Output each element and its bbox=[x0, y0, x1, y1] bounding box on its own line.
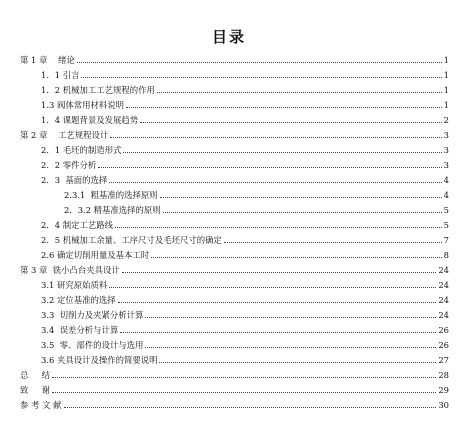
toc-entry-page-number: 3 bbox=[443, 160, 449, 170]
page-title: 目录 bbox=[211, 28, 246, 46]
toc-entry[interactable] bbox=[41, 143, 449, 155]
dot-leader bbox=[109, 287, 436, 288]
dot-leader bbox=[224, 242, 442, 243]
toc-entry-label: 参 考 文 献 bbox=[20, 400, 62, 410]
toc-entry[interactable] bbox=[64, 188, 449, 200]
toc-entry-label: 致 谢 bbox=[20, 385, 51, 395]
dot-leader bbox=[140, 122, 442, 123]
toc-entry-page-number: 24 bbox=[438, 265, 449, 275]
toc-entry[interactable] bbox=[20, 53, 449, 65]
toc-entry-label: 3.2 定位基准的选择 bbox=[41, 295, 116, 305]
toc-entry-page-number: 2 bbox=[443, 115, 449, 125]
toc-entry-label: 2．2 零件分析 bbox=[41, 160, 97, 170]
toc-entry-page-number: 28 bbox=[438, 370, 449, 380]
dot-leader bbox=[157, 92, 442, 93]
toc-entry[interactable] bbox=[41, 323, 449, 335]
dot-leader bbox=[160, 197, 442, 198]
dot-leader bbox=[110, 137, 441, 138]
toc-entry[interactable] bbox=[41, 173, 449, 185]
toc-entry[interactable] bbox=[41, 83, 449, 95]
toc-entry-page-number: 29 bbox=[438, 385, 449, 395]
toc-entry-label: 3.6 夹具设计及操作的简要说明 bbox=[41, 355, 158, 365]
dot-leader bbox=[118, 302, 437, 303]
toc-entry-page-number: 5 bbox=[443, 220, 449, 230]
toc-entry-label: 第 3 章 铣小凸台夹具设计 bbox=[20, 265, 120, 275]
toc-entry-page-number: 1 bbox=[443, 70, 449, 80]
toc-entry-label: 1．4 课题背景及发展趋势 bbox=[41, 115, 139, 125]
toc-entry-page-number: 30 bbox=[438, 400, 449, 410]
toc-entry[interactable] bbox=[20, 128, 449, 140]
toc-entry[interactable] bbox=[41, 233, 449, 245]
toc-entry-page-number: 24 bbox=[438, 295, 449, 305]
dot-leader bbox=[120, 332, 436, 333]
toc-entry-page-number: 1 bbox=[443, 85, 449, 95]
dot-leader bbox=[126, 107, 442, 108]
toc-entry-label: 2．1 毛坯的制造形式 bbox=[41, 145, 122, 155]
toc-entry-page-number: 4 bbox=[443, 190, 449, 200]
dot-leader bbox=[81, 77, 441, 78]
dot-leader bbox=[52, 377, 436, 378]
toc-entry-page-number: 1 bbox=[443, 100, 449, 110]
toc-entry-label: 总 结 bbox=[20, 370, 51, 380]
toc-entry-label: 2.6 确定切削用量及基本工时 bbox=[41, 250, 150, 260]
toc-entry-label: 1．1 引言 bbox=[41, 70, 80, 80]
toc-entry[interactable] bbox=[20, 398, 449, 410]
toc-entry-label: 第 2 章 工艺规程设计 bbox=[20, 130, 109, 140]
toc-entry-page-number: 5 bbox=[443, 205, 449, 215]
toc-entry-label: 3.4 误差分析与计算 bbox=[41, 325, 119, 335]
toc-entry-label: 3.3 切削力及夹紧分析计算 bbox=[41, 310, 144, 320]
dot-leader bbox=[145, 317, 436, 318]
toc-entry[interactable] bbox=[20, 368, 449, 380]
toc-entry[interactable] bbox=[41, 98, 449, 110]
toc-entry-page-number: 24 bbox=[438, 280, 449, 290]
toc-entry[interactable] bbox=[41, 218, 449, 230]
toc-entry-page-number: 4 bbox=[443, 175, 449, 185]
dot-leader bbox=[77, 62, 442, 63]
dot-leader bbox=[64, 407, 437, 408]
dot-leader bbox=[145, 347, 436, 348]
toc-entry[interactable] bbox=[41, 113, 449, 125]
toc-entry-label: 2．5 机械加工余量、工序尺寸及毛坯尺寸的确定 bbox=[41, 235, 222, 245]
toc-entry-label: 1.3 阀体常用材料说明 bbox=[41, 100, 124, 110]
toc-entry[interactable] bbox=[41, 338, 449, 350]
dot-leader bbox=[159, 362, 436, 363]
toc-entry-page-number: 27 bbox=[438, 355, 449, 365]
dot-leader bbox=[163, 212, 442, 213]
dot-leader bbox=[52, 392, 436, 393]
dot-leader bbox=[123, 152, 441, 153]
toc-entry[interactable] bbox=[64, 203, 449, 215]
toc-entry-label: 2．3 基面的选择 bbox=[41, 175, 108, 185]
dot-leader bbox=[98, 167, 441, 168]
toc-entry-page-number: 26 bbox=[438, 340, 449, 350]
toc-entry-label: 1．2 机械加工工艺规程的作用 bbox=[41, 85, 155, 95]
toc-entry-label: 2．3.2 精基准选择的原则 bbox=[64, 205, 161, 215]
toc-entry-page-number: 7 bbox=[443, 235, 449, 245]
toc-entry[interactable] bbox=[41, 278, 449, 290]
toc-entry[interactable] bbox=[41, 308, 449, 320]
toc-entry-label: 2．4 制定工艺路线 bbox=[41, 220, 113, 230]
toc-entry[interactable] bbox=[20, 263, 449, 275]
toc-entry[interactable] bbox=[41, 68, 449, 80]
toc-entry[interactable] bbox=[20, 383, 449, 395]
toc-entry-label: 第 1 章 绪论 bbox=[20, 55, 75, 65]
toc-entry-page-number: 24 bbox=[438, 310, 449, 320]
toc-entry-page-number: 3 bbox=[443, 145, 449, 155]
toc-entry-label: 2.3.1 粗基准的选择原则 bbox=[64, 190, 158, 200]
toc-entry[interactable] bbox=[41, 158, 449, 170]
toc-entry[interactable] bbox=[41, 293, 449, 305]
toc-entry[interactable] bbox=[41, 248, 449, 260]
toc-entry-label: 3.1 研究原始质料 bbox=[41, 280, 108, 290]
dot-leader bbox=[151, 257, 442, 258]
dot-leader bbox=[115, 227, 442, 228]
toc-entry[interactable] bbox=[41, 353, 449, 365]
toc-entry-page-number: 26 bbox=[438, 325, 449, 335]
toc-entry-page-number: 1 bbox=[443, 55, 449, 65]
dot-leader bbox=[122, 272, 437, 273]
toc-entry-label: 3.5 零、部件的设计与选用 bbox=[41, 340, 144, 350]
toc-entry-page-number: 8 bbox=[443, 250, 449, 260]
dot-leader bbox=[109, 182, 441, 183]
toc-entry-page-number: 3 bbox=[443, 130, 449, 140]
